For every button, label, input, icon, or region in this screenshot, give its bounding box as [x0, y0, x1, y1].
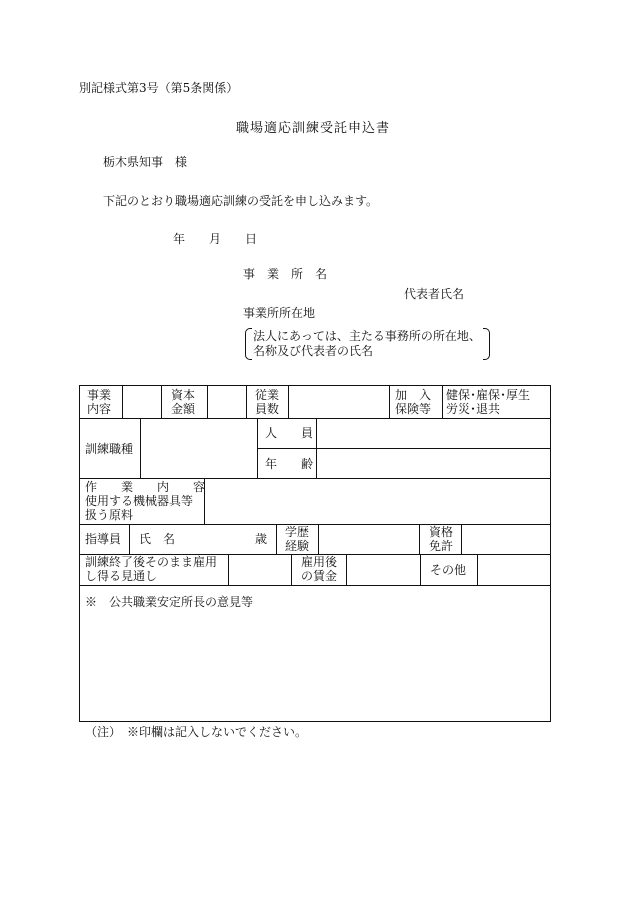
- qualification-label-line2: 免許: [429, 539, 454, 553]
- materials-label: 扱う原料: [85, 508, 134, 522]
- business-content-label-line1: 事業: [87, 388, 112, 402]
- other-label: その他: [430, 563, 467, 577]
- business-content-label-line2: 内容: [87, 402, 112, 416]
- work-content-label: 作 業 内 容: [85, 480, 206, 494]
- capital-label-line1: 資本: [171, 388, 196, 402]
- business-content-label: [87, 388, 111, 416]
- table-grid: [79, 385, 551, 722]
- education-label-line1: 学歴: [285, 525, 310, 539]
- representative-label: 代表者氏名: [404, 287, 465, 301]
- training-occupation-label: 訓練職種: [85, 442, 134, 456]
- location-label: 事業所所在地: [243, 306, 316, 320]
- insurance-label-line1: 加 入: [395, 388, 432, 402]
- date-line: 年 月 日: [173, 232, 258, 246]
- insurance-types: [446, 388, 530, 416]
- education-label: [285, 525, 309, 553]
- intro-text: 下記のとおり職場適応訓練の受託を申し込みます。: [103, 194, 379, 208]
- employment-outlook-label: [85, 555, 217, 583]
- employees-label-line1: 従業: [255, 388, 280, 402]
- education-label-line2: 経験: [285, 539, 310, 553]
- wage-label: [301, 555, 337, 583]
- wage-label-line2: の賃金: [301, 569, 338, 583]
- age-label: 年 齢: [265, 457, 314, 471]
- addressee: 栃木県知事 様: [103, 155, 188, 169]
- corporate-note-line2: 名称及び代表者の氏名: [253, 344, 374, 358]
- footnote: （注） ※印欄は記入しないでください。: [85, 725, 308, 739]
- capital-label: [171, 388, 195, 416]
- corporate-note-line1: 法人にあっては、主たる事務所の所在地、: [253, 329, 481, 343]
- capital-label-line2: 金額: [171, 402, 196, 416]
- employees-label-line2: 員数: [255, 402, 280, 416]
- employees-label: [255, 388, 279, 416]
- instructor-name-label: 氏 名: [139, 532, 176, 546]
- age-unit-label: 歳: [255, 532, 268, 546]
- wage-label-line1: 雇用後: [301, 555, 338, 569]
- insurance-label: [395, 388, 431, 416]
- corporate-note-bracket: [245, 328, 490, 360]
- business-name-label: 事 業 所 名: [243, 267, 328, 281]
- qualification-label-line1: 資格: [429, 525, 454, 539]
- headcount-label: 人 員: [265, 426, 314, 440]
- qualification-label: [429, 525, 453, 553]
- employment-outlook-line2: し得る見通し: [85, 569, 158, 583]
- insurance-label-line2: 保険等: [395, 402, 432, 416]
- employment-office-opinion-label: ※ 公共職業安定所長の意見等: [85, 595, 254, 609]
- employment-outlook-line1: 訓練終了後そのまま雇用: [85, 555, 218, 569]
- instructor-label: 指導員: [85, 532, 122, 546]
- document-title: 職場適応訓練受託申込書: [236, 121, 391, 136]
- machinery-label: 使用する機械器具等: [85, 494, 194, 508]
- form-id: 別記様式第3号（第5条関係）: [79, 81, 239, 95]
- insurance-types-line1: 健保･雇保･厚生: [446, 388, 531, 402]
- insurance-types-line2: 労災･退共: [446, 402, 501, 416]
- application-table: [79, 385, 551, 722]
